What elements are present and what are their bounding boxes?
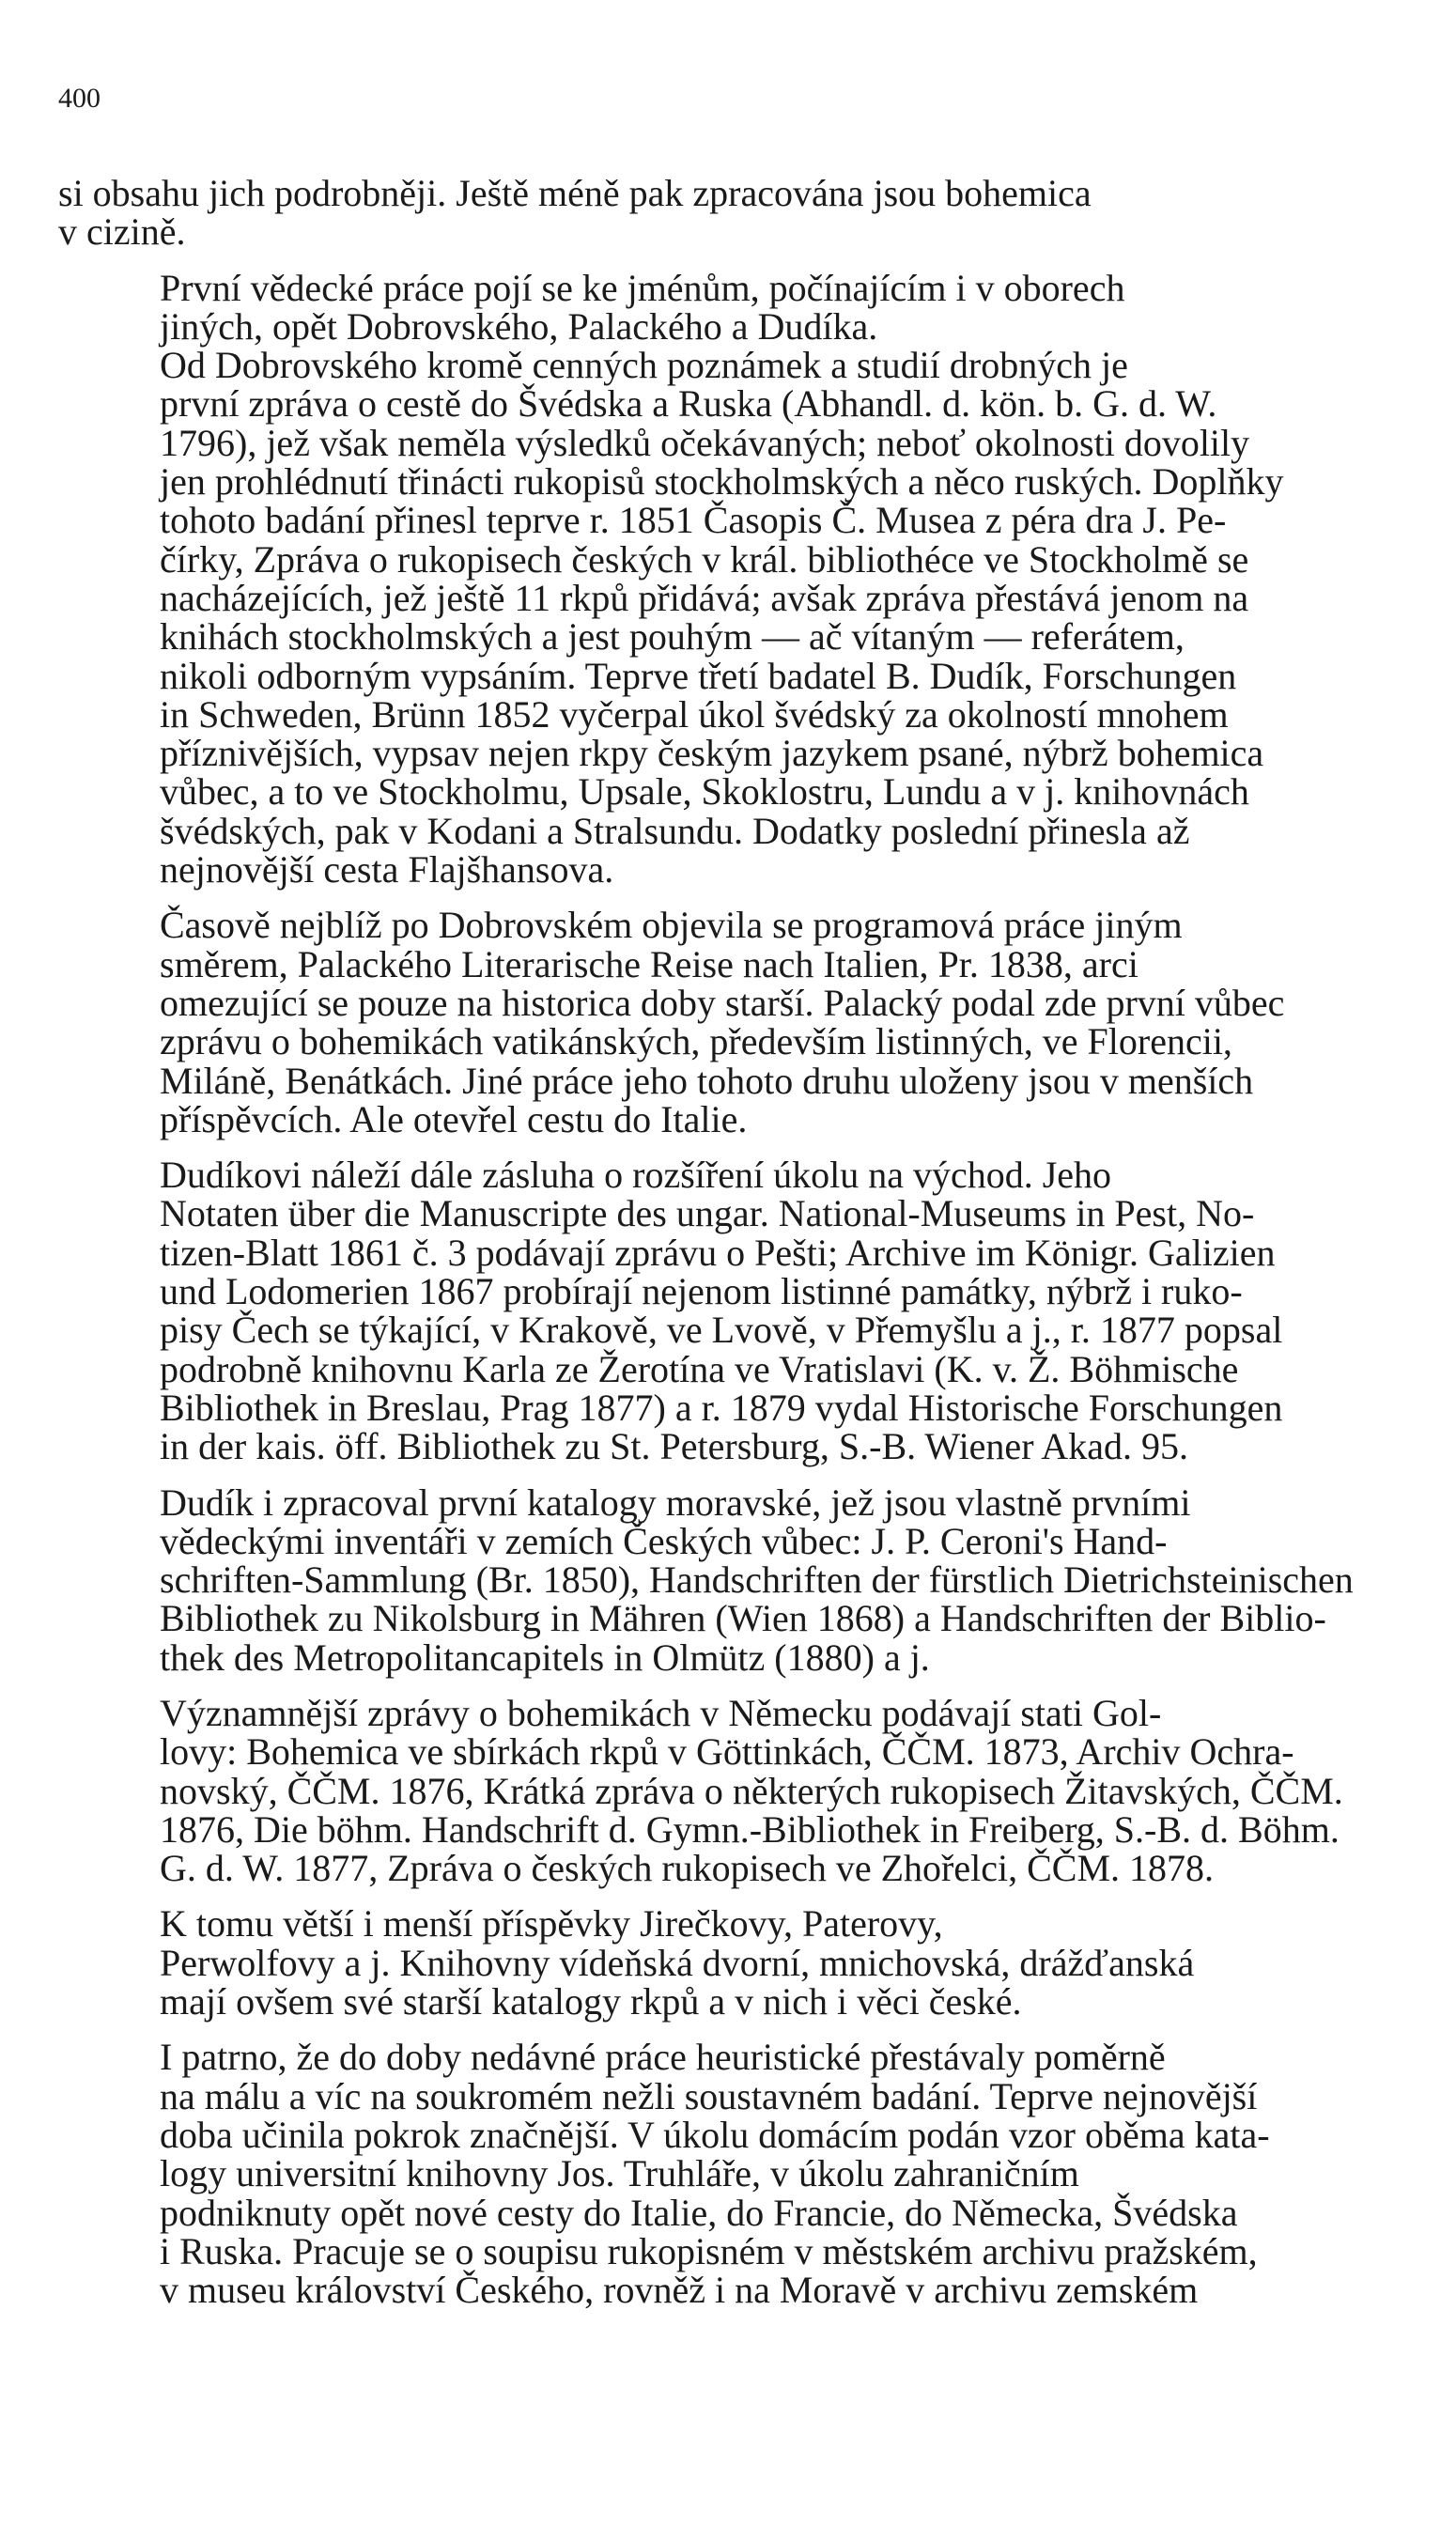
text-line: schriften-Sammlung (Br. 1850), Handschriften der fürstlich Dietrichsteinischen	[160, 1558, 1354, 1602]
text-line: logy universitní knihovny Jos. Truhláře, v úkolu zahraničním	[160, 2152, 1079, 2195]
paragraph	[58, 266, 1417, 348]
text-line: nikoli odborným vypsáním. Teprve třetí badatel B. Dudík, Forschungen	[160, 654, 1237, 697]
text-line: Miláně, Benátkách. Jiné práce jeho tohoto druhu uloženy jsou v menších	[160, 1059, 1254, 1102]
text-line: podrobně knihovnu Karla ze Žerotína ve Vratislavi (K. v. Ž. Böhmische	[160, 1347, 1239, 1390]
text-line: vědeckými inventáři v zemích Českých vůbec: J. P. Ceroni's Hand-	[160, 1519, 1168, 1562]
text-line: I patrno, že do doby nedávné práce heuristické přestávaly poměrně	[160, 2036, 1166, 2079]
text-line: omezující se pouze na historica doby starší. Palacký podal zde první vůbec	[160, 981, 1285, 1024]
text-line: v cizině.	[58, 210, 186, 254]
text-line: tohoto badání přinesl teprve r. 1851 Časopis Č. Musea z péra dra J. Pe-	[160, 499, 1227, 542]
text-line: Perwolfovy a j. Knihovny vídeňská dvorní, mnichovská, drážďanská	[160, 1941, 1195, 1984]
paragraph	[58, 906, 1417, 1139]
paragraph	[58, 1483, 1417, 1677]
text-line: směrem, Palackého Literarische Reise nach Italien, Pr. 1838, arci	[160, 942, 1138, 985]
text-line: novský, ČČM. 1876, Krátká zpráva o některých rukopisech Žitavských, ČČM.	[160, 1769, 1343, 1812]
text-line: čírky, Zpráva o rukopisech českých v král. bibliothéce ve Stockholmě se	[160, 537, 1249, 581]
text-line: nejnovější cesta Flajšhansova.	[160, 848, 614, 891]
text-line: 1796), jež však neměla výsledků očekávaných; neboť okolnosti dovolily	[160, 421, 1250, 464]
paragraph	[58, 1904, 1417, 2021]
text-line: in Schweden, Brünn 1852 vyčerpal úkol švédský za okolností mnohem	[160, 692, 1229, 736]
paragraph	[58, 2036, 1417, 2312]
text-line: i Ruska. Pracuje se o soupisu rukopisném v městském archivu pražském,	[160, 2229, 1258, 2272]
paragraph	[58, 1691, 1417, 1890]
text-line: Notaten über die Manuscripte des ungar. National-Museums in Pest, No-	[160, 1192, 1255, 1235]
text-line: Bibliothek in Breslau, Prag 1877) a r. 1879 vydal Historische Forschungen	[160, 1386, 1283, 1429]
text-line: mají ovšem své starší katalogy rkpů a v nich i věci české.	[160, 1980, 1022, 2023]
text-line: Časově nejblíž po Dobrovském objevila se programová práce jiným	[160, 904, 1183, 947]
text-line: pisy Čech se týkající, v Krakově, ve Lvově, v Přemyšlu a j., r. 1877 popsal	[160, 1309, 1283, 1352]
text-line: švédských, pak v Kodani a Stralsundu. Dodatky poslední přinesla až	[160, 809, 1190, 852]
text-line: podniknuty opět nové cesty do Italie, do Francie, do Německa, Švédska	[160, 2191, 1238, 2234]
text-line: na málu a víc na soukromém nežli soustavném badání. Teprve nejnovější	[160, 2074, 1258, 2117]
text-line: příznivějších, vypsav nejen rkpy českým jazykem psané, nýbrž bohemica	[160, 732, 1264, 775]
text-line: zprávu o bohemikách vatikánských, především listinných, ve Florencii,	[160, 1020, 1232, 1063]
text-line: K tomu větší i menší příspěvky Jirečkovy, Paterovy,	[160, 1902, 943, 1946]
text-line: thek des Metropolitancapitels in Olmütz (1880) a j.	[160, 1636, 930, 1679]
text-line: Významnější zprávy o bohemikách v Německu podávají stati Gol-	[160, 1691, 1162, 1734]
text-line: Od Dobrovského kromě cenných poznámek a studií drobných je	[160, 344, 1128, 387]
text-line: tizen-Blatt 1861 č. 3 podávají zprávu o Pešti; Archive im Königr. Galizien	[160, 1231, 1276, 1274]
text-line: knihách stockholmských a jest pouhým — ač vítaným — referátem,	[160, 615, 1185, 659]
paragraph	[58, 1154, 1417, 1468]
text-line: in der kais. öff. Bibliothek zu St. Petersburg, S.-B. Wiener Akad. 95.	[160, 1425, 1188, 1468]
text-line: und Lodomerien 1867 probírají nejenom listinné památky, nýbrž i ruko-	[160, 1270, 1243, 1313]
body-text	[58, 172, 1417, 2312]
text-line: 1876, Die böhm. Handschrift d. Gymn.-Bibliothek in Freiberg, S.-B. d. Böhm.	[160, 1807, 1340, 1851]
text-line: si obsahu jich podrobněji. Ještě méně pak zpracována jsou bohemica	[58, 172, 1092, 214]
text-line: vůbec, a to ve Stockholmu, Upsale, Skoklostru, Lundu a v j. knihovnách	[160, 770, 1249, 814]
text-line: příspěvcích. Ale otevřel cestu do Italie.	[160, 1097, 748, 1140]
text-line: G. d. W. 1877, Zpráva o českých rukopisech ve Zhořelci, ČČM. 1878.	[160, 1847, 1215, 1890]
text-line: v museu království Českého, rovněž i na Moravě v archivu zemském	[160, 2269, 1199, 2312]
text-line: jiných, opět Dobrovského, Palackého a Dudíka.	[160, 304, 878, 348]
text-line: nacházejících, jež ještě 11 rkpů přidává; avšak zpráva přestává jenom na	[160, 576, 1249, 619]
text-line: lovy: Bohemica ve sbírkách rkpů v Göttinkách, ČČM. 1873, Archiv Ochra-	[160, 1730, 1294, 1774]
text-line: jen prohlédnutí třinácti rukopisů stockholmských a něco ruských. Doplňky	[160, 460, 1284, 504]
text-line: První vědecké práce pojí se ke jménům, počínajícím i v oborech	[160, 266, 1125, 309]
text-line: Dudík i zpracoval první katalogy moravské, jež jsou vlastně prvními	[160, 1481, 1191, 1524]
paragraph	[58, 346, 1417, 889]
text-line: Dudíkovi náleží dále zásluha o rozšíření úkolu na východ. Jeho	[160, 1154, 1112, 1197]
paragraph	[58, 174, 1417, 252]
text-line: doba učinila pokrok značnější. V úkolu domácím podán vzor oběma kata-	[160, 2113, 1270, 2156]
text-line: Bibliothek zu Nikolsburg in Mähren (Wien 1868) a Handschriften der Biblio-	[160, 1597, 1326, 1640]
page-number: 400	[58, 83, 101, 114]
text-line: první zpráva o cestě do Švédska a Ruska (Abhandl. d. kön. b. G. d. W.	[160, 382, 1217, 426]
